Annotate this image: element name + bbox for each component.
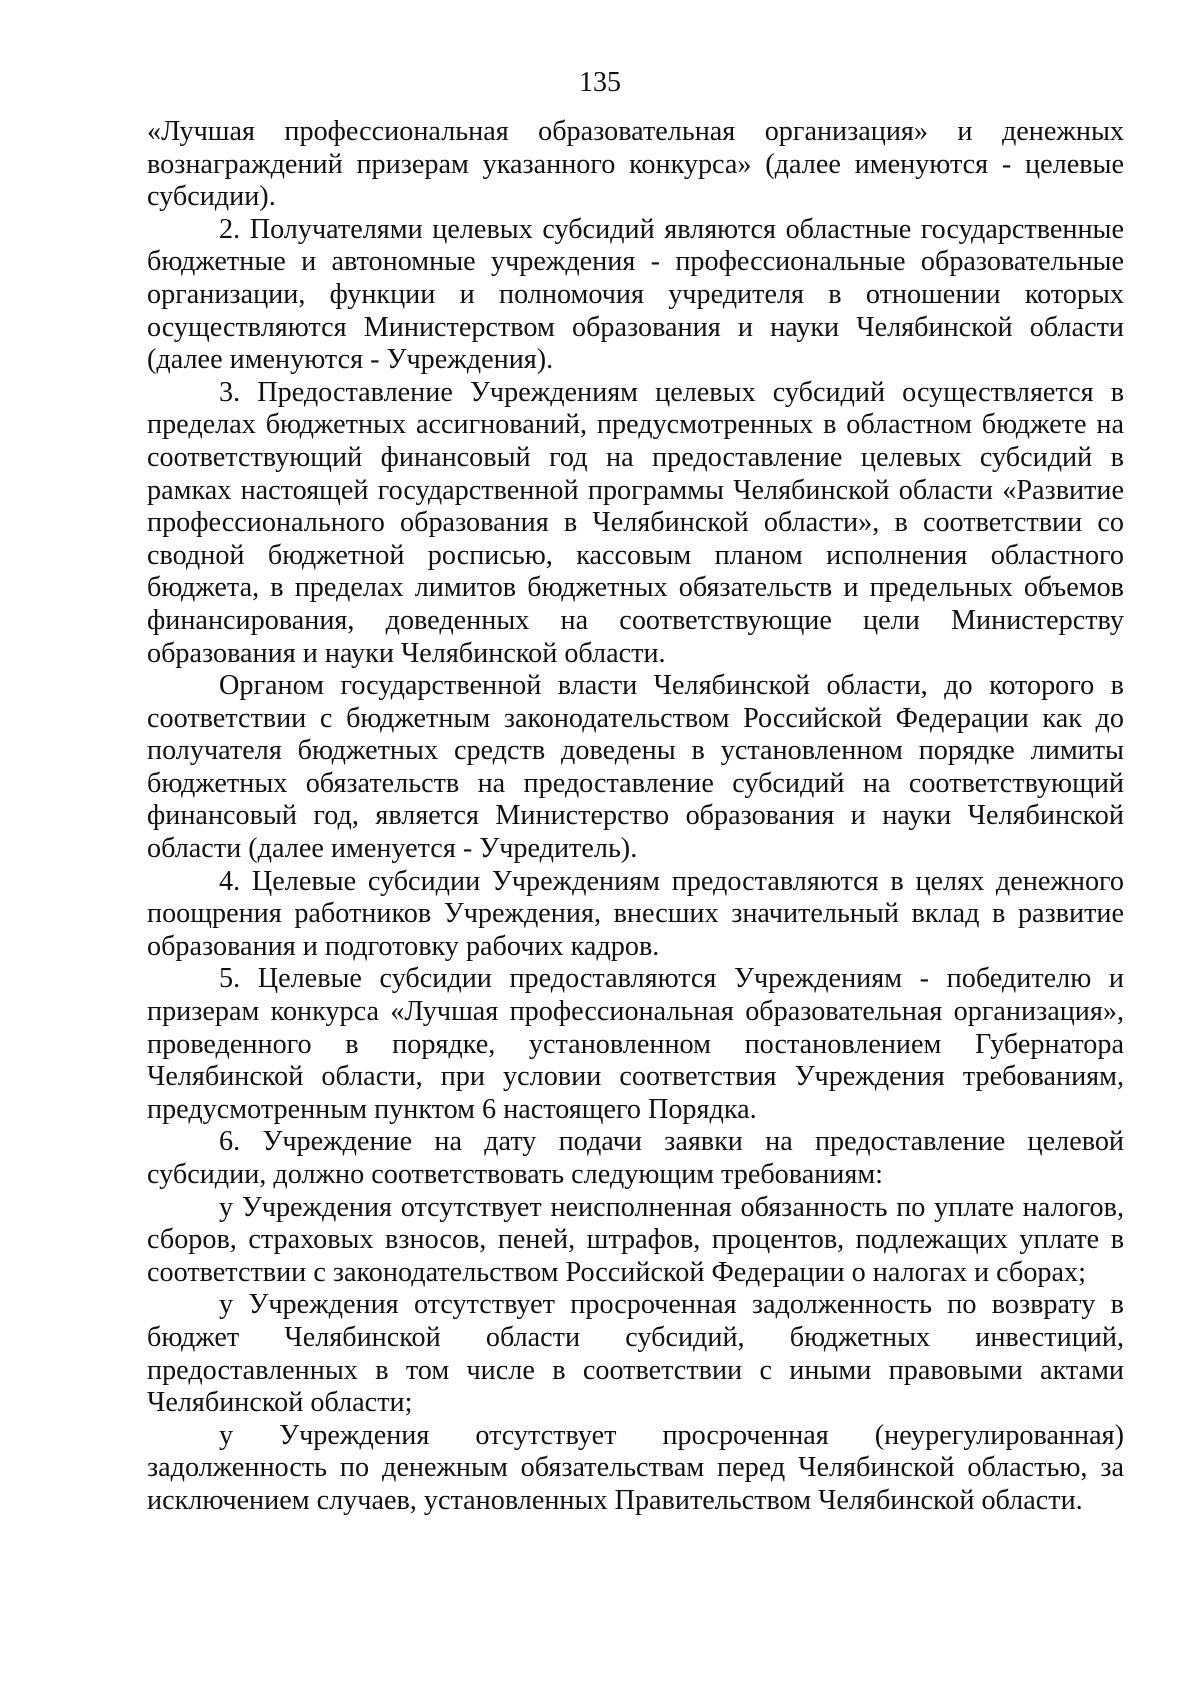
paragraph-item-5: 5. Целевые субсидии предоставляются Учреждениям - победителю и призерам конкурса «Лучшая профессиональная образовательная организация», проведенного в порядке, установленном постановлением Губернатора Челябинской области, при условии соответствия Учреждения требованиям, предусмотренным пунктом 6 настоящего Порядка. (147, 963, 1124, 1125)
paragraph-item-4: 4. Целевые субсидии Учреждениям предоставляются в целях денежного поощрения работников Учреждения, внесших значительный вклад в развитие образования и подготовку рабочих кадров. (147, 865, 1124, 962)
paragraph-item-6: 6. Учреждение на дату подачи заявки на предоставление целевой субсидии, должно соответствовать следующим требованиям: (147, 1126, 1124, 1190)
requirement-monetary-obligations: у Учреждения отсутствует просроченная (неурегулированная) задолженность по денежным обязательствам перед Челябинской областью, за исключением случаев, установленных Правительством Челябинской области. (147, 1419, 1124, 1516)
requirement-budget-debt: у Учреждения отсутствует просроченная задолженность по возврату в бюджет Челябинской области субсидий, бюджетных инвестиций, предоставленных в том числе в соответствии с иными правовыми актами Челябинской области; (147, 1289, 1124, 1419)
paragraph-founder: Органом государственной власти Челябинской области, до которого в соответствии с бюджетным законодательством Российской Федерации как до получателя бюджетных средств доведены в установленном порядке лимиты бюджетных обязательств на предоставление субсидий на соответствующий финансовый год, является Министерство образования и науки Челябинской области (далее именуется - Учредитель). (147, 670, 1124, 865)
paragraph-subsidies-definition: «Лучшая профессиональная образовательная организация» и денежных вознаграждений призерам указанного конкурса» (далее именуются - целевые субсидии). (147, 116, 1124, 213)
document-body (147, 116, 1124, 1518)
paragraph-item-2: 2. Получателями целевых субсидий являются областные государственные бюджетные и автономные учреждения - профессиональные образовательные организации, функции и полномочия учредителя в отношении которых осуществляются Министерством образования и науки Челябинской области (далее именуются - Учреждения). (147, 213, 1124, 376)
requirement-taxes: у Учреждения отсутствует неисполненная обязанность по уплате налогов, сборов, страховых взносов, пеней, штрафов, процентов, подлежащих уплате в соответствии с законодательством Российской Федерации о налогах и сборах; (147, 1191, 1124, 1288)
page-number: 135 (579, 67, 621, 98)
paragraph-item-3: 3. Предоставление Учреждениям целевых субсидий осуществляется в пределах бюджетных ассигнований, предусмотренных в областном бюджете на соответствующий финансовый год на предоставление целевых субсидий в рамках настоящей государственной программы Челябинской области «Развитие профессионального образования в Челябинской области», в соответствии со сводной бюджетной росписью, кассовым планом исполнения областного бюджета, в пределах лимитов бюджетных обязательств и предельных объемов финансирования, доведенных на соответствующие цели Министерству образования и науки Челябинской области. (147, 376, 1124, 669)
